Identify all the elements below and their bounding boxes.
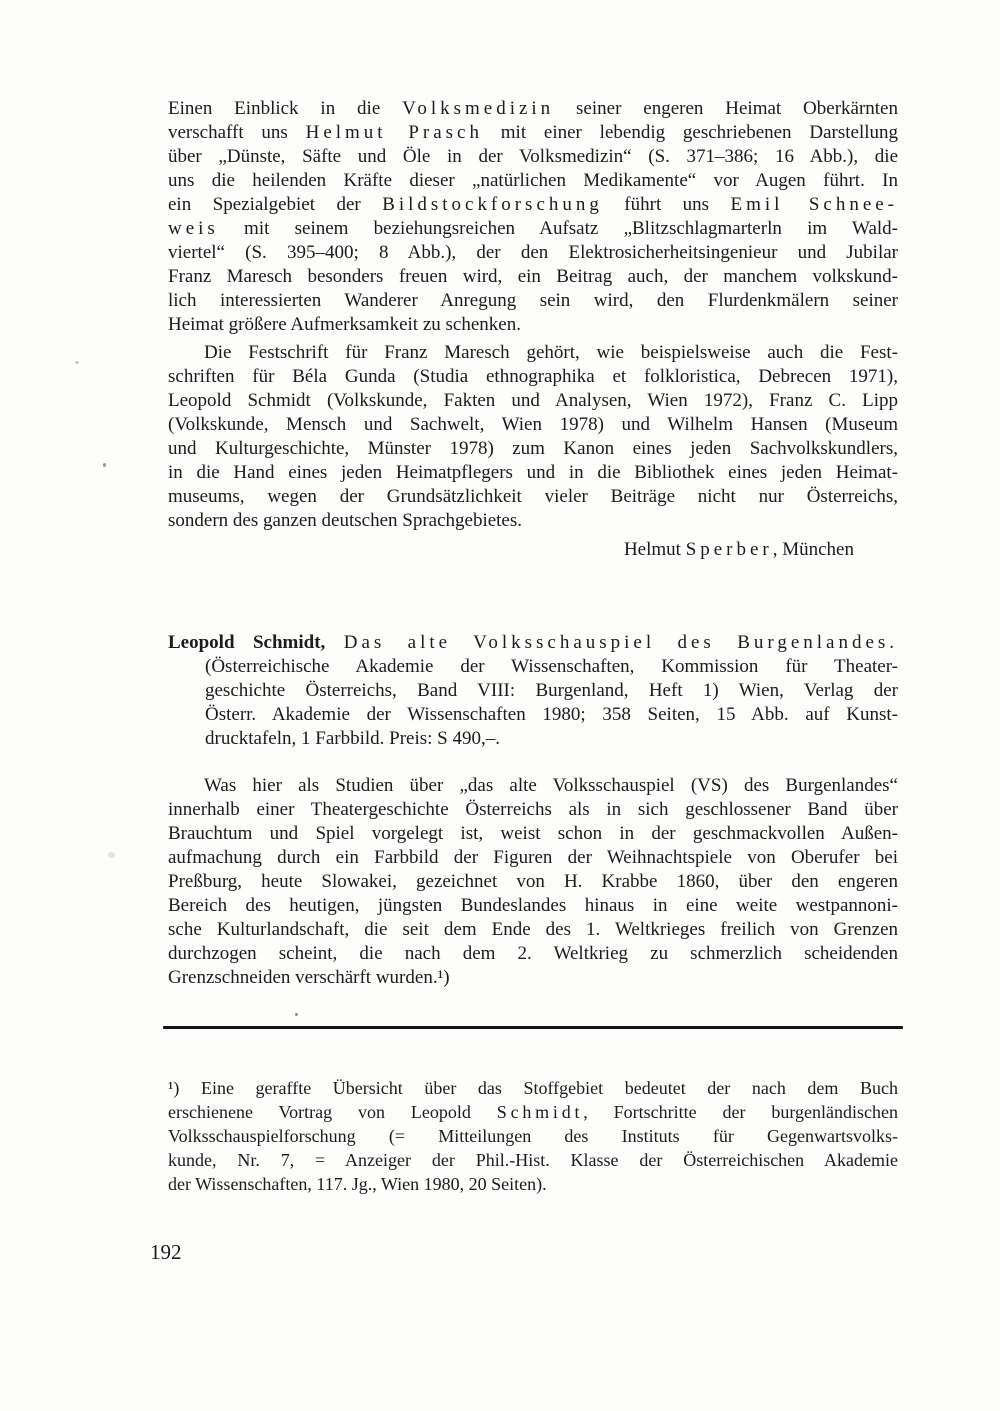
letterspaced-text: Emil Schnee- [730, 194, 899, 215]
text-segment: Brauchtum und Spiel vorgelegt ist, weist schon in der geschmackvollen Außen- [168, 823, 898, 844]
text-line [168, 966, 898, 990]
text-line [168, 193, 898, 217]
text-line [168, 485, 898, 509]
text-segment: verschafft uns [168, 122, 306, 143]
review-prasch-paragraph-2 [168, 341, 898, 533]
text-line [168, 942, 898, 966]
text-segment: Preßburg, heute Slowakei, gezeichnet von H. Krabbe 1860, über den engeren [168, 871, 898, 892]
text-line [168, 217, 898, 241]
text-line [168, 341, 898, 365]
footnote-1 [168, 1076, 898, 1196]
text-line [168, 461, 898, 485]
text-segment: sondern des ganzen deutschen Sprachgebietes. [168, 510, 523, 531]
text-segment: durchzogen scheint, die nach dem 2. Weltkrieg zu schmerzlich scheidenden [168, 943, 898, 964]
text-line [168, 413, 898, 437]
text-line [168, 655, 898, 679]
reviewer-signature [168, 538, 898, 562]
letterspaced-text: Bildstockforschung [382, 194, 603, 215]
text-segment: aufmachung durch ein Farbbild der Figuren der Weihnachtspiele von Oberufer bei [168, 847, 898, 868]
bold-text: Leopold Schmidt, [168, 632, 326, 653]
letterspaced-text: Helmut Prasch [305, 122, 483, 143]
text-segment: kunde, Nr. 7, = Anzeiger der Phil.-Hist. Klasse der Österreichischen Akademie [168, 1150, 898, 1170]
text-segment: der Wissenschaften, 117. Jg., Wien 1980, 20 Seiten). [168, 1174, 547, 1194]
text-segment: innerhalb einer Theatergeschichte Österreichs als in sich geschlossener Band über [168, 799, 898, 820]
scan-artifact-speck [295, 1013, 298, 1016]
text-line [168, 774, 898, 798]
text-line [168, 631, 898, 655]
text-line [168, 679, 898, 703]
text-segment: drucktafeln, 1 Farbbild. Preis: S 490,–. [205, 728, 500, 749]
text-segment: ein Spezialgebiet der [168, 194, 383, 215]
letterspaced-text: weis [168, 218, 219, 239]
text-segment: Helmut [623, 539, 686, 560]
text-segment: lich interessierten Wanderer Anregung sein wird, den Flurdenkmälern seiner [168, 290, 898, 311]
text-line [168, 265, 898, 289]
text-line [168, 1148, 898, 1172]
text-segment: Was hier als Studien über „das alte Volksschauspiel (VS) des Burgenlandes“ [204, 775, 898, 796]
text-line [168, 241, 898, 265]
text-line [168, 289, 898, 313]
scan-artifact-speck [103, 463, 106, 467]
text-segment: erschienene Vortrag von Leopold [168, 1102, 497, 1122]
text-segment: Leopold Schmidt (Volkskunde, Fakten und Analysen, Wien 1972), Franz C. Lipp [168, 390, 898, 411]
review-schmidt-paragraph-1 [168, 774, 898, 990]
text-segment: sche Kulturlandschaft, die seit dem Ende des 1. Weltkrieges freilich von Grenzen [168, 919, 898, 940]
text-line [168, 703, 898, 727]
bibliographic-entry-heading [168, 631, 898, 751]
text-segment: mit seinem beziehungsreichen Aufsatz „Blitzschlagmarterln im Wald- [218, 218, 898, 239]
text-line [168, 509, 898, 533]
text-segment: Heimat größere Aufmerksamkeit zu schenken. [168, 314, 521, 335]
text-line [168, 798, 898, 822]
text-segment: (Österreichische Akademie der Wissenschaften, Kommission für Theater- [205, 656, 898, 677]
text-line [168, 538, 898, 562]
text-line [168, 97, 898, 121]
text-column [168, 0, 898, 1411]
review-prasch-paragraph-1 [168, 97, 898, 337]
text-segment: Grenzschneiden verschärft wurden.¹) [168, 967, 450, 988]
text-line [168, 727, 898, 751]
text-line [168, 121, 898, 145]
text-segment: museums, wegen der Grundsätzlichkeit vieler Beiträge nicht nur Österreichs, [168, 486, 898, 507]
text-segment: Franz Maresch besonders freuen wird, ein Beitrag auch, der manchem volkskund- [168, 266, 898, 287]
text-line [168, 846, 898, 870]
text-line [168, 918, 898, 942]
text-line [168, 1100, 898, 1124]
text-line [168, 169, 898, 193]
letterspaced-text: Volksmedizin [402, 98, 555, 119]
text-segment: Bereich des heutigen, jüngsten Bundeslandes hinaus in eine weite westpannoni- [168, 895, 898, 916]
letterspaced-text: Sperber [685, 539, 773, 560]
text-segment: , Fortschritte der burgenländischen [583, 1102, 899, 1122]
scan-artifact-speck [75, 361, 79, 364]
text-segment: (Volkskunde, Mensch und Sachwelt, Wien 1978) und Wilhelm Hansen (Museum [168, 414, 898, 435]
text-segment: über „Dünste, Säfte und Öle in der Volksmedizin“ (S. 371–386; 16 Abb.), die [168, 146, 898, 167]
text-segment: Volksschauspielforschung (= Mitteilungen des Instituts für Gegenwartsvolks- [168, 1126, 898, 1146]
footnote-divider-rule [163, 1026, 903, 1029]
text-line [168, 313, 898, 337]
text-segment: geschichte Österreichs, Band VIII: Burgenland, Heft 1) Wien, Verlag der [205, 680, 898, 701]
text-segment: führt uns [602, 194, 731, 215]
text-line [168, 1172, 898, 1196]
page-number: 192 [150, 1240, 182, 1264]
text-segment: Die Festschrift für Franz Maresch gehört, wie beispielsweise auch die Fest- [204, 342, 898, 363]
text-segment: uns die heilenden Kräfte dieser „natürlichen Medikamente“ vor Augen führt. In [168, 170, 898, 191]
letterspaced-text: Das alte Volksschauspiel des Burgenlandes. [343, 632, 898, 653]
text-segment: ¹) Eine geraffte Übersicht über das Stoffgebiet bedeutet der nach dem Buch [168, 1078, 898, 1098]
text-segment [325, 632, 343, 653]
text-segment: und Kulturgeschichte, Münster 1978) zum Kanon eines jeden Sachvolkskundlers, [168, 438, 898, 459]
text-segment: Einen Einblick in die [168, 98, 403, 119]
text-line [168, 1124, 898, 1148]
letterspaced-text: Schmidt [496, 1102, 584, 1122]
text-line [168, 389, 898, 413]
text-line [168, 437, 898, 461]
text-line [168, 870, 898, 894]
text-line [168, 894, 898, 918]
text-line [168, 145, 898, 169]
text-segment: viertel“ (S. 395–400; 8 Abb.), der den Elektrosicherheitsingenieur und Jubilar [168, 242, 898, 263]
text-line [168, 1076, 898, 1100]
text-line [168, 365, 898, 389]
text-segment: schriften für Béla Gunda (Studia ethnographika et folkloristica, Debrecen 1971), [168, 366, 898, 387]
text-line [168, 822, 898, 846]
scan-artifact-speck [108, 852, 115, 858]
text-segment: , München [772, 539, 854, 560]
text-segment: in die Hand eines jeden Heimatpflegers und in die Bibliothek eines jeden Heimat- [168, 462, 898, 483]
text-segment: Österr. Akademie der Wissenschaften 1980; 358 Seiten, 15 Abb. auf Kunst- [205, 704, 898, 725]
text-segment: mit einer lebendig geschriebenen Darstellung [482, 122, 899, 143]
text-segment: seiner engeren Heimat Oberkärnten [554, 98, 898, 119]
